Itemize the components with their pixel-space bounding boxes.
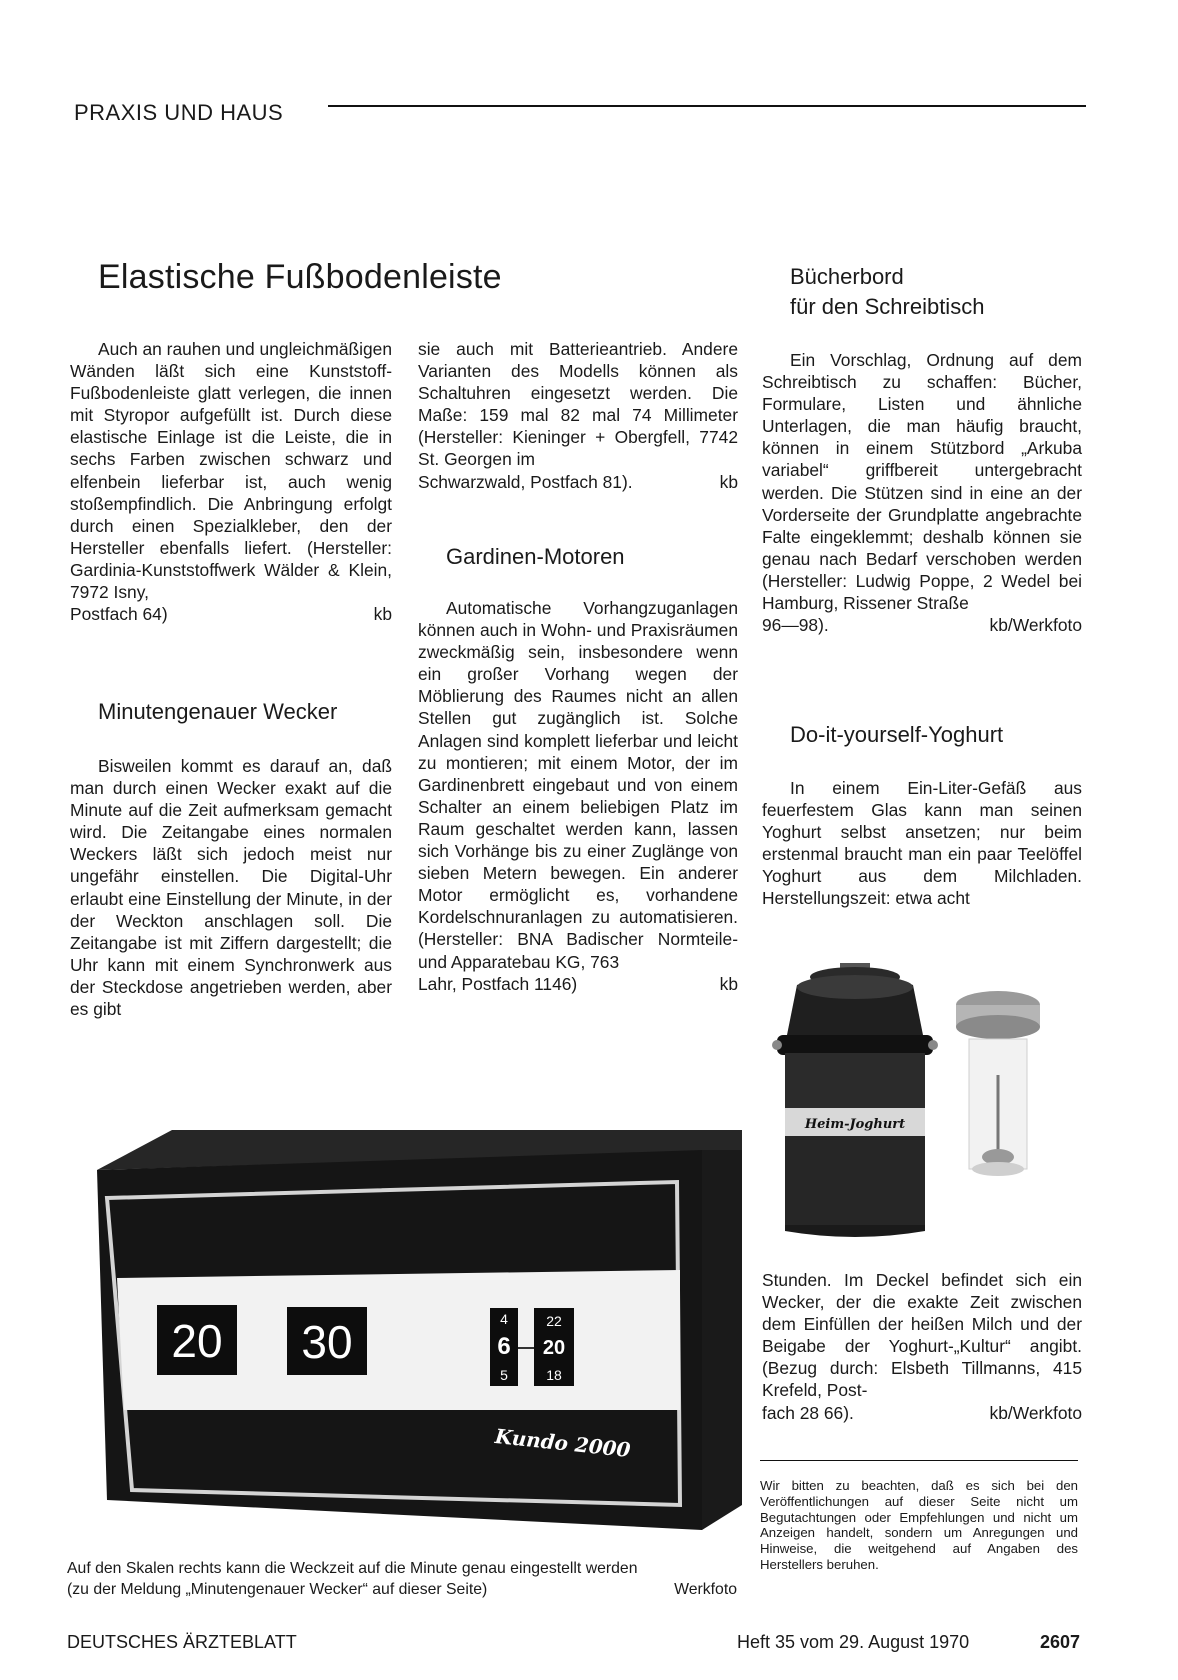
- article-body-shelf: [762, 349, 1082, 636]
- header-rule: [328, 105, 1086, 107]
- signature-line: [418, 973, 738, 995]
- last-line: 96—98).: [762, 615, 829, 636]
- article-title-shelf: [790, 262, 984, 322]
- notice-rule: [760, 1460, 1078, 1461]
- last-line: Postfach 64): [70, 604, 168, 625]
- article-title-clock: Minutengenauer Wecker: [98, 699, 338, 724]
- article-title-curtain: Gardinen-Motoren: [446, 544, 625, 569]
- signature-line: [70, 603, 392, 625]
- jar-label: Heim-Joghurt: [804, 1117, 906, 1132]
- alarm-minute-next: 18: [546, 1367, 562, 1383]
- digital-clock-photo: [62, 1110, 742, 1540]
- photo-credit: Werkfoto: [674, 1581, 737, 1598]
- disclaimer-notice: Wir bitten zu beachten, daß es sich bei den Veröffentlichungen auf dieser Seite nicht um Begutachtungen oder Empfehlungen und nicht um Anzeigen handelt, sondern um Anregungen und Hinweise, die weitgehend auf Angaben des Herstellers beruhen.: [760, 1478, 1078, 1572]
- photo-caption: [67, 1558, 737, 1600]
- alarm-hour: 6: [497, 1333, 511, 1360]
- title-line: Bücherbord: [790, 264, 904, 289]
- title-line: für den Schreibtisch: [790, 294, 985, 319]
- page-number: 2607: [1040, 1632, 1081, 1652]
- alarm-minute-prev: 22: [546, 1313, 562, 1329]
- caption-text: (zu der Meldung „Minutengenauer Wecker“ auf dieser Seite): [67, 1581, 488, 1598]
- journal-name: DEUTSCHES ÄRZTEBLATT: [67, 1632, 297, 1652]
- yoghurt-maker-photo: [755, 945, 1085, 1245]
- issue-info: Heft 35 vom 29. August 1970: [737, 1632, 970, 1652]
- body-text: Stunden. Im Deckel befindet sich ein Wecker, der die exakte Zeit zwischen dem Einfüllen der heißen Milch und der Beigabe der Yoghurt-„Kultur“ angibt. (Bezug durch: Elsbeth Tillmanns, 415 Krefeld, Post-: [762, 1270, 1082, 1401]
- author-sign: kb: [719, 973, 738, 994]
- alarm-minute: 20: [542, 1337, 566, 1359]
- article-body-yoghurt-top: [762, 777, 1082, 910]
- body-text: In einem Ein-Liter-Gefäß aus feuerfestem Glas kann man seinen Yoghurt selbst ansetzen; nur beim erstenmal braucht man ein paar Teelöffel Yoghurt aus dem Milchladen. Herstellungszeit: etwa acht: [762, 778, 1082, 909]
- last-line: Lahr, Postfach 1146): [418, 973, 578, 994]
- alarm-hour-next: 5: [500, 1367, 508, 1383]
- body-text: Bisweilen kommt es darauf an, daß man durch einen Wecker exakt auf die Minute auf die Zeit aufmerksam gemacht wird. Die Zeitangabe eines normalen Weckers läßt sich jedoch meist nur ungefähr einstellen. Die Digital-Uhr erlaubt eine Einstellung der Minute, in der der Weckton anschlagen soll. Die Zeitangabe ist mit Ziffern dargestellt; die Uhr kann mit einem Synchronwerk aus der Steckdose angetrieben werden, aber es gibt: [70, 756, 392, 1020]
- caption-line: [67, 1579, 737, 1600]
- clock-brand: Kundo 2000: [493, 1423, 632, 1463]
- article-body-yoghurt-bottom: [762, 1269, 1082, 1424]
- body-text: Auch an rauhen und ungleichmäßigen Wänden läßt sich eine Kunststoff-Fußbodenleiste glatt verlegen, die innen mit Styropor aufgefüllt ist. Durch diese elastische Einlage ist die Leiste, die in sechs Farben zwischen schwarz und elfenbein lieferbar ist, auch wenig stoßempfindlich. Die Anbringung erfolgt durch einen Spezialkleber, den der Hersteller ebenfalls liefert. (Hersteller: Gardinia-Kunststoffwerk Wälder & Klein, 7972 Isny,: [70, 339, 392, 603]
- section-label: PRAXIS UND HAUS: [74, 100, 284, 125]
- clock-hours: 20: [171, 1315, 223, 1367]
- body-text: Automatische Vorhangzuganlagen können auch in Wohn- und Praxisräumen zweckmäßig sein, insbesondere wenn ein großer Vorhang wegen der Möblierung des Raumes nicht an allen Stellen gut zugänglich ist. Solche Anlagen sind komplett lieferbar und leicht zu montieren; mit einem Motor, der im Gardinenbrett eingebaut und von einem Schalter an einem beliebigen Platz im Raum geschaltet werden kann, lassen sich Vorhänge bis zu einer Zuglänge von sieben Metern bewegen. Ein anderer Motor ermöglicht es, vorhandene Kordelschnuranlagen zu automatisieren. (Hersteller: BNA Badischer Normteile- und Apparatebau KG, 763: [418, 598, 738, 972]
- author-sign: kb/Werkfoto: [989, 1402, 1082, 1423]
- alarm-hour-prev: 4: [500, 1311, 508, 1327]
- author-sign: kb/Werkfoto: [989, 615, 1082, 636]
- body-text: Ein Vorschlag, Ordnung auf dem Schreibtisch zu schaffen: Bücher, Formulare, Listen und ähnliche Unterlagen, die man häufig braucht, können in einem Stützbord „Arkuba variabel“ griffbereit untergebracht werden. Die Stützen sind in eine an der Vorderseite der Grundplatte angebrachte Falte eingeklemmt; deshalb können sie genau nach Bedarf verschoben werden (Hersteller: Ludwig Poppe, 2 Wedel bei Hamburg, Rissener Straße: [762, 350, 1082, 614]
- author-sign: kb: [719, 471, 738, 492]
- signature-line: [762, 614, 1082, 636]
- article-body-curtain: [418, 597, 738, 995]
- author-sign: kb: [373, 604, 392, 625]
- signature-line: [418, 471, 738, 493]
- article-title-floor: Elastische Fußbodenleiste: [98, 258, 502, 296]
- last-line: Schwarzwald, Postfach 81).: [418, 471, 633, 492]
- signature-line: [762, 1402, 1082, 1424]
- article-body-floor: [70, 338, 392, 625]
- caption-line: Auf den Skalen rechts kann die Weckzeit auf die Minute genau eingestellt werden: [67, 1560, 638, 1577]
- article-body-clock-col1: [70, 755, 392, 1020]
- article-title-yoghurt: Do-it-yourself-Yoghurt: [790, 722, 1004, 747]
- article-body-clock-col2: [418, 338, 738, 493]
- body-text: sie auch mit Batterieantrieb. Andere Varianten des Modells können als Schaltuhren eingesetzt werden. Die Maße: 159 mal 82 mal 74 Millimeter (Hersteller: Kieninger + Obergfell, 7742 St. Georgen im: [418, 339, 738, 470]
- last-line: fach 28 66).: [762, 1402, 854, 1423]
- clock-minutes: 30: [301, 1316, 353, 1368]
